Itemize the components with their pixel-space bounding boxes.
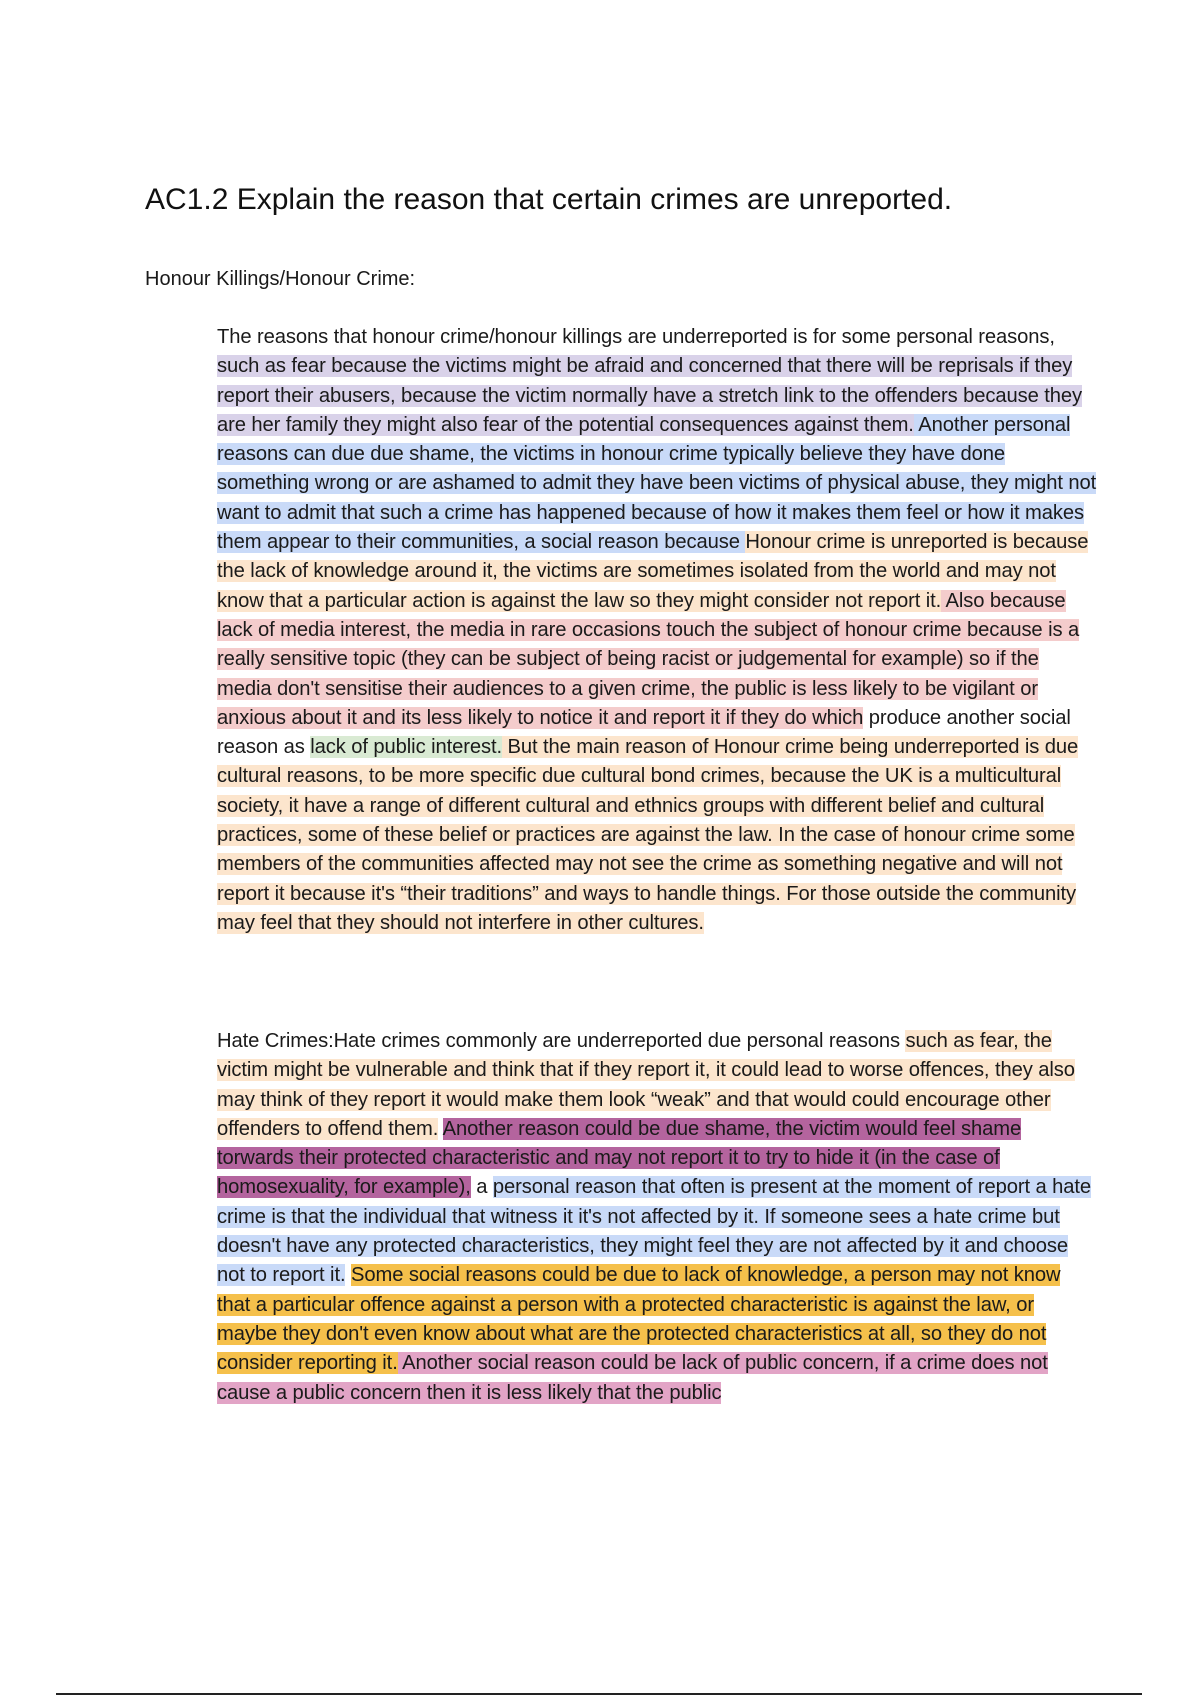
highlighted-text-segment: But the main reason of Honour crime being underreported is due cultural reasons, to be more specific due cultural bond crimes, because the UK is a multicultural society, it have a range of different cultural and ethnics groups with different belief and cultural practices, some of these belief or practices are against the law. In the case of honour crime some members of the communities affected may not see the crime as something negative and will not report it because it's “their traditions” and ways to handle things. For those outside the community may feel that they should not interfere in other cultures. <box>217 736 1079 934</box>
highlighted-text-segment: Honour crime is unreported is because the lack of knowledge around it, the victims are sometimes isolated from the world and may not know that a particular action is against the law so they might consider not report it. <box>217 531 1089 612</box>
highlighted-text-segment: personal reason that often is present at the moment of report a hate crime is that the individual that witness it it's not affected by it. If someone sees a hate crime but doesn't have any protected characteristics, they might feel they are not affected by it and choose not to report it. <box>217 1176 1091 1287</box>
highlighted-text-segment: Also because lack of media interest, the media in rare occasions touch the subject of honour crime because is a really sensitive topic (they can be subject of being racist or judgemental for example) so if the media don't sensitise their audiences to a given crime, the public is less likely to be vigilant or anxious about it and its less likely to notice it and report it if they do which <box>217 589 1080 729</box>
highlighted-text-segment: Some social reasons could be due to lack of knowledge, a person may not know that a particular offence against a person with a protected characteristic is against the law, or maybe they don't even know about what are the protected characteristics at all, so they do not consider reporting it. <box>217 1264 1061 1375</box>
highlighted-text-segment: Another reason could be due shame, the victim would feel shame torwards their protected characteristic and may not report it to try to hide it (in the case of homosexuality, for example), <box>217 1117 1022 1199</box>
footer-rule <box>56 1693 1142 1695</box>
page-title: AC1.2 Explain the reason that certain crimes are unreported. <box>145 183 953 216</box>
section-heading: Honour Killings/Honour Crime: <box>145 268 416 290</box>
paragraph-honour-crime <box>217 323 1097 938</box>
highlighted-text-segment: Hate Crimes:Hate crimes commonly are underreported due personal reasons <box>217 1030 906 1052</box>
highlighted-text-segment: produce another social reason as <box>217 706 1071 759</box>
paragraph-hate-crimes <box>217 1027 1097 1408</box>
highlighted-text-segment: such as fear, the victim might be vulnerable and think that if they report it, it could lead to worse offences, they also may think of they report it would make them look “weak” and that would could encourage other offenders to offend them. <box>217 1030 1075 1140</box>
highlighted-text-segment: lack of public interest. <box>310 736 502 759</box>
highlighted-text-segment: Another personal reasons can due due shame, the victims in honour crime typically believe they have done something wrong or are ashamed to admit they have been victims of physical abuse, they might not want to admit that such a crime has happened because of how it makes them feel or how it makes them appear to their communities, a social reason because <box>217 413 1097 554</box>
highlighted-text-segment: a <box>470 1176 493 1199</box>
highlighted-text-segment: such as fear because the victims might be afraid and concerned that there will be reprisals if they report their abusers, because the victim normally have a stretch link to the offenders because they are her family they might also fear of the potential consequences against them. <box>217 355 1082 436</box>
highlighted-text-segment: Another social reason could be lack of public concern, if a crime does not cause a public concern then it is less likely that the public <box>217 1352 1048 1404</box>
highlighted-text-segment: The reasons that honour crime/honour killings are underreported is for some personal reasons, <box>217 326 1055 348</box>
highlighted-text-segment <box>438 1118 442 1140</box>
